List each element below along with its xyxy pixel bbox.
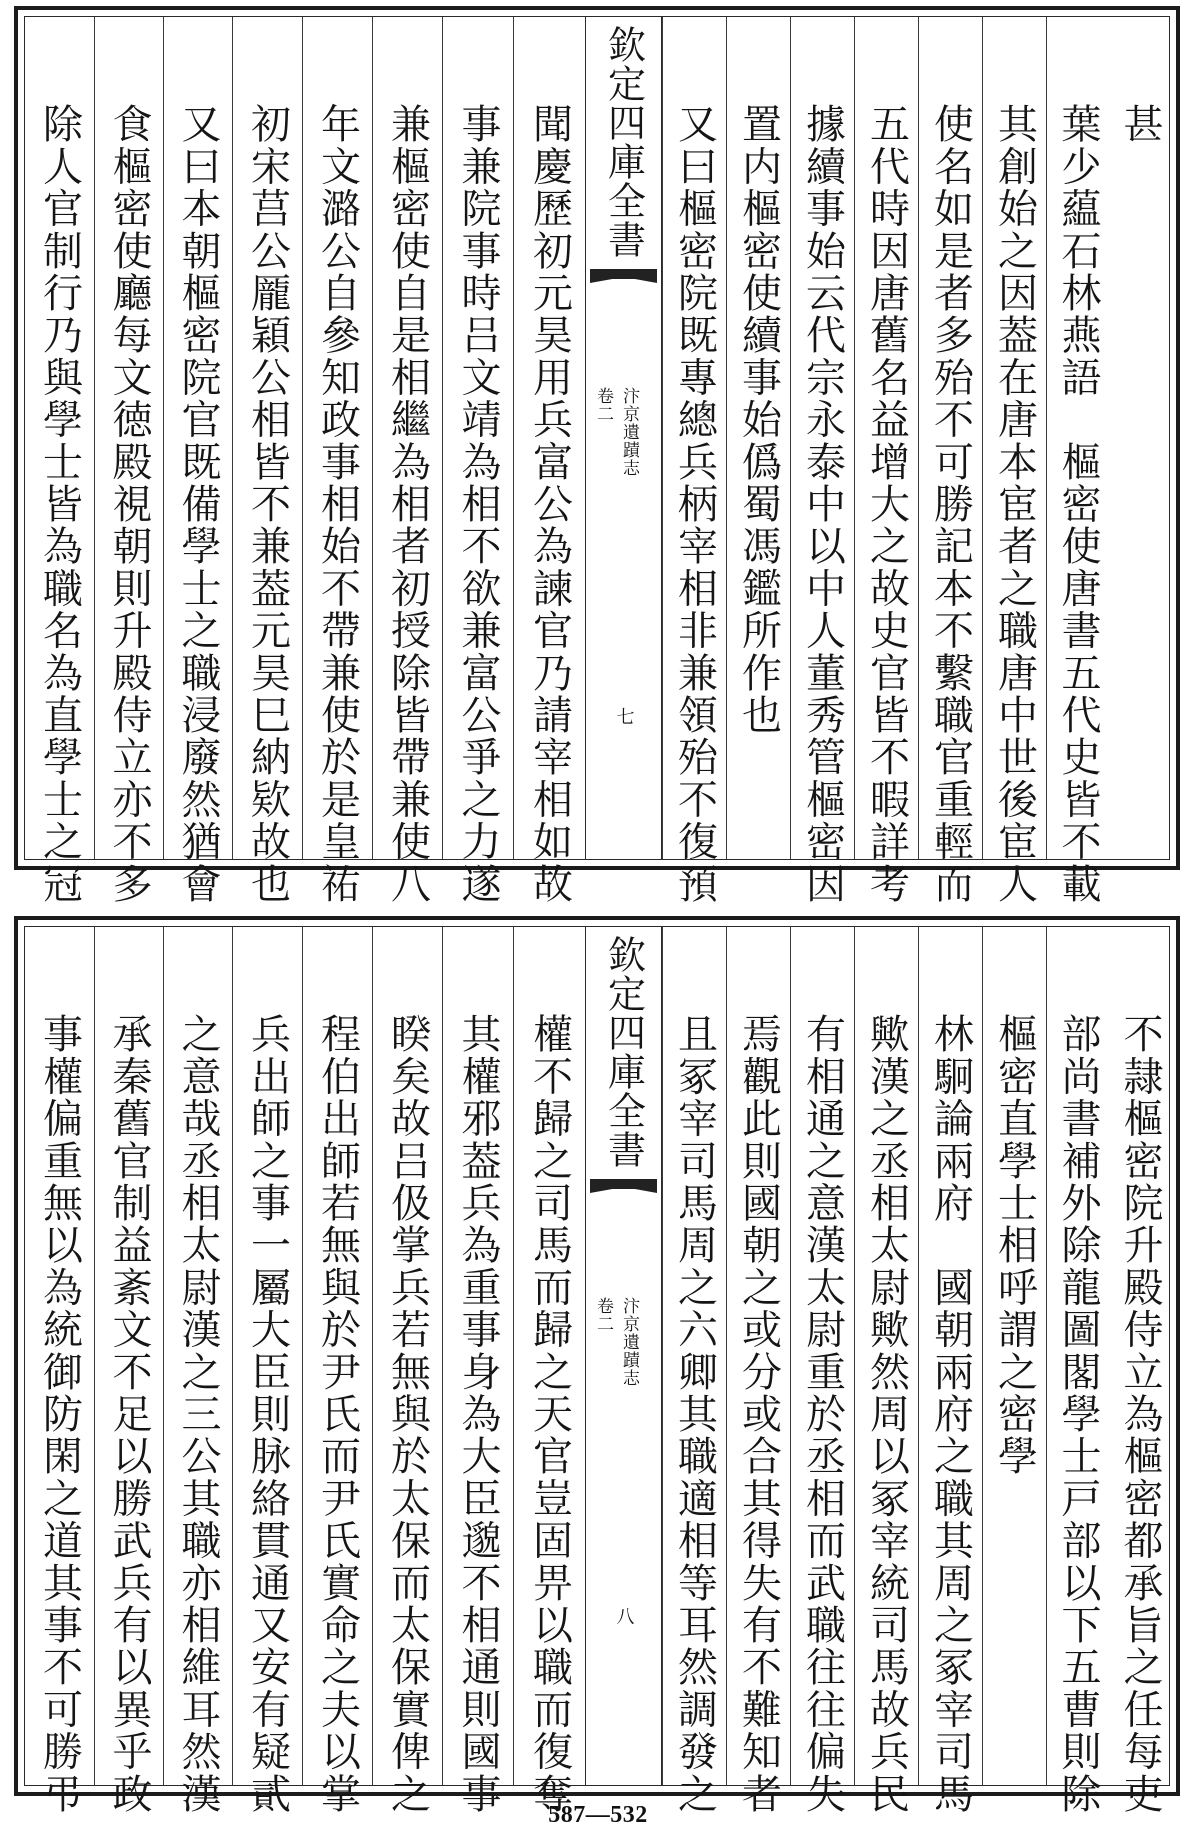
top-column-13 <box>232 17 302 905</box>
bottom-column-5 <box>854 927 918 1815</box>
bottom-column-text: 林駉論兩府 國朝兩府之職其周之冢宰司馬 <box>927 1013 974 1815</box>
bottom-column-text: 其權邪葢兵為重事身為大臣邈不相通則國事 <box>455 1013 501 1815</box>
gutter-volume: 卷二 <box>593 387 613 423</box>
top-column-text: 事兼院事時吕文靖為相不欲兼富公爭之力遂 <box>455 103 501 905</box>
top-column-2 <box>1046 17 1109 905</box>
bottom-column-11 <box>372 927 442 1815</box>
top-column-text: 據續事始云代宗永泰中以中人董秀管樞密因 <box>799 103 846 905</box>
top-column-5 <box>854 17 918 905</box>
top-column-9 <box>513 17 585 905</box>
bottom-column-7 <box>726 927 790 1815</box>
gutter-leaf-number: 七 <box>613 707 635 725</box>
top-page-inner-border <box>24 16 1170 905</box>
bottom-column-text: 權不歸之司馬而歸之天官豈固畀以職而復奪 <box>526 1013 573 1815</box>
bottom-column-text: 歟漢之丞相太尉歟然周以冢宰統司馬故兵民 <box>863 1013 910 1815</box>
gutter-title: 欽定四庫全書 <box>601 25 646 259</box>
top-column-text: 葉少藴石林燕語 樞密使唐書五代史皆不載 <box>1055 103 1101 905</box>
top-center-gutter <box>585 17 662 859</box>
top-column-text: 置内樞密使續事始僞蜀馮鑑所作也 <box>735 103 782 736</box>
gutter-leaf-number: 八 <box>613 1607 635 1625</box>
top-column-1 <box>1109 17 1171 859</box>
gutter-book-name: 汴京遺蹟志 <box>619 1297 639 1387</box>
bottom-column-text: 兵出師之事一屬大臣則脉絡貫通又安有疑貳 <box>244 1013 291 1815</box>
top-column-text: 五代時因唐舊名益增大之故史官皆不暇詳考 <box>863 103 910 905</box>
bottom-column-4 <box>918 927 982 1815</box>
top-column-text: 又曰本朝樞密院官既備學士之職浸廢然猶會 <box>175 103 221 905</box>
bottom-column-1 <box>1109 927 1171 1815</box>
bottom-column-8 <box>662 927 726 1815</box>
top-column-text: 使名如是者多殆不可勝記本不繫職官重輕而 <box>927 103 974 905</box>
top-page-frame <box>14 6 1180 905</box>
top-column-16 <box>25 17 94 905</box>
top-column-4 <box>918 17 982 905</box>
bottom-column-16 <box>25 927 94 1815</box>
gutter-volume: 卷二 <box>593 1297 613 1333</box>
bottom-column-text: 承秦舊官制益紊文不足以勝武兵有以異乎政 <box>106 1013 152 1815</box>
bottom-column-10 <box>442 927 513 1815</box>
bottom-column-text: 有相通之意漢太尉重於丞相而武職往往偏失 <box>799 1013 846 1815</box>
bottom-column-text: 樞密直學士相呼謂之密學 <box>991 1013 1038 1478</box>
bottom-column-text: 事權偏重無以為統御防閑之道其事不可勝弔 <box>36 1013 83 1815</box>
top-column-text: 兼樞密使自是相繼為相者初授除皆帶兼使八 <box>384 103 431 905</box>
top-column-14 <box>163 17 232 905</box>
top-column-text: 聞慶歷初元昊用兵富公為諫官乃請宰相如故 <box>526 103 573 905</box>
gutter-title: 欽定四庫全書 <box>601 935 646 1169</box>
bottom-column-3 <box>982 927 1046 1785</box>
bottom-column-12 <box>302 927 372 1815</box>
top-column-6 <box>790 17 854 905</box>
bottom-column-text: 不隷樞密院升殿侍立為樞密都承旨之任每吏 <box>1117 1013 1163 1815</box>
top-column-12 <box>302 17 372 905</box>
bottom-column-6 <box>790 927 854 1815</box>
bottom-column-text: 焉觀此則國朝之或分或合其得失有不難知者 <box>735 1013 782 1815</box>
top-column-7 <box>726 17 790 859</box>
page-number: 587—532 <box>548 1802 648 1828</box>
top-column-text: 又曰樞密院既專總兵柄宰相非兼領殆不復預 <box>671 103 718 905</box>
top-column-3 <box>982 17 1046 905</box>
bottom-column-9 <box>513 927 585 1815</box>
top-column-11 <box>372 17 442 905</box>
bottom-center-gutter <box>585 927 662 1785</box>
bottom-column-text: 部尚書補外除龍圖閣學士戸部以下五曹則除 <box>1055 1013 1101 1815</box>
fish-tail-mark <box>590 269 657 291</box>
bottom-column-text: 且冢宰司馬周之六卿其職適相等耳然調發之 <box>671 1013 718 1815</box>
bottom-column-15 <box>94 927 163 1815</box>
top-column-text: 除人官制行乃與學士皆為職名為直學士之冠 <box>36 103 83 905</box>
top-column-15 <box>94 17 163 905</box>
bottom-column-13 <box>232 927 302 1815</box>
top-column-text: 其創始之因葢在唐本宦者之職唐中世後宦人 <box>991 103 1038 905</box>
bottom-column-text: 程伯出師若無與於尹氏而尹氏實命之夫以掌 <box>314 1013 361 1815</box>
bottom-column-14 <box>163 927 232 1815</box>
top-column-text: 食樞密使廳每文徳殿視朝則升殿侍立亦不多 <box>106 103 152 905</box>
fish-tail-mark <box>590 1179 657 1201</box>
top-column-10 <box>442 17 513 905</box>
top-column-8 <box>662 17 726 905</box>
top-column-text: 甚 <box>1117 103 1163 146</box>
bottom-column-2 <box>1046 927 1109 1815</box>
top-column-text: 年文潞公自參知政事相始不帶兼使於是皇祐 <box>314 103 361 905</box>
bottom-column-text: 之意哉丞相太尉漢之三公其職亦相維耳然漢 <box>175 1013 221 1815</box>
top-column-text: 初宋莒公龎穎公相皆不兼葢元昊巳納欵故也 <box>244 103 291 905</box>
bottom-column-text: 睽矣故吕伋掌兵若無與於太保而太保實俾之 <box>384 1013 431 1815</box>
gutter-book-name: 汴京遺蹟志 <box>619 387 639 477</box>
